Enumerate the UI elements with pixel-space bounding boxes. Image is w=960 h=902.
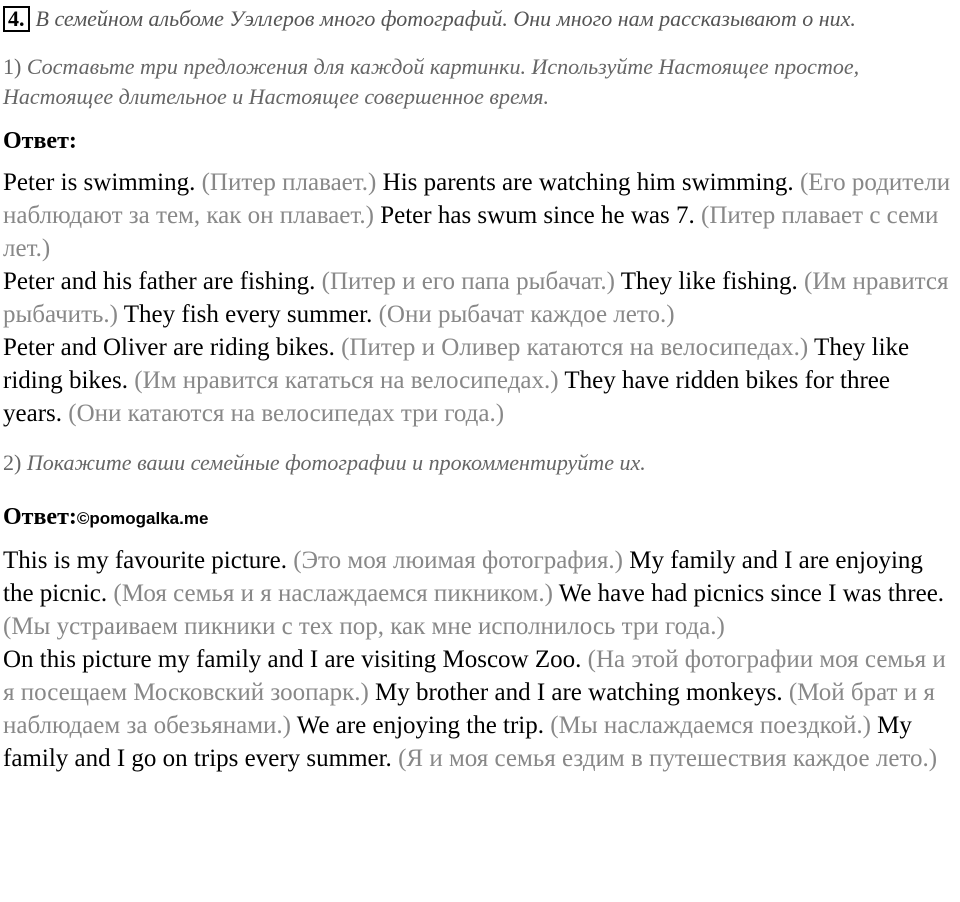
part1-answer-text (3, 166, 955, 430)
task-number: 4. (3, 6, 30, 32)
exercise-page (3, 4, 955, 775)
sentence-ru: (Моя семья и я наслаждаемся пикником.) (113, 580, 553, 607)
part1-answer-label: Ответ: (3, 128, 77, 154)
sentence-ru: (Мой брат и я наблюдаем за обезьянами.) (3, 679, 935, 739)
sentence-en: This is my favourite picture. (3, 547, 287, 574)
sentence-ru: (Им нравится рыбачить.) (3, 268, 949, 328)
part2-instruction-text: Покажите ваши семейные фотографии и прокомментируйте их. (26, 450, 646, 475)
sentence-en: They like riding bikes. (3, 334, 910, 394)
sentence-ru: (На этой фотографии моя семья и я посещаем Московский зоопарк.) (3, 646, 946, 706)
part1-number: 1) (3, 54, 22, 79)
sentence-ru: (Питер плавает с семи лет.) (3, 202, 939, 262)
sentence-en: Peter and his father are fishing. (3, 268, 316, 295)
task-header (3, 4, 955, 34)
sentence-ru: (Питер плавает.) (201, 169, 377, 196)
sentence-en: We are enjoying the trip. (296, 712, 545, 739)
sentence-en: My family and I are enjoying the picnic. (3, 547, 923, 607)
sentence-ru: (Они рыбачат каждое лето.) (378, 301, 675, 328)
sentence-ru: (Питер и Оливер катаются на велосипедах.) (341, 334, 809, 361)
part1-instruction-text: Составьте три предложения для каждой картинки. Используйте Настоящее простое, Настоящее длительное и Настоящее совершенное время. (3, 54, 860, 109)
sentence-en: They have ridden bikes for three years. (3, 367, 890, 427)
sentence-en: Peter is swimming. (3, 169, 196, 196)
sentence-en: They like fishing. (620, 268, 798, 295)
sentence-en: Peter has swum since he was 7. (380, 202, 695, 229)
sentence-ru: (Я и моя семья ездим в путешествия каждое лето.) (398, 745, 938, 772)
part2-answer-label-text: Ответ: (3, 504, 77, 530)
sentence-ru: (Это моя люимая фотография.) (293, 547, 623, 574)
sentence-en: His parents are watching him swimming. (382, 169, 794, 196)
part2-answer-text (3, 544, 955, 775)
sentence-en: My brother and I are watching monkeys. (375, 679, 783, 706)
sentence-ru: (Им нравится кататься на велосипедах.) (134, 367, 559, 394)
part2-number: 2) (3, 450, 22, 475)
part2-instruction (3, 448, 955, 478)
sentence-ru: (Они катаются на велосипедах три года.) (68, 400, 505, 427)
sentence-ru: (Питер и его папа рыбачат.) (321, 268, 615, 295)
sentence-en: Peter and Oliver are riding bikes. (3, 334, 335, 361)
part1-instruction (3, 52, 955, 112)
sentence-ru: (Мы наслаждаемся поездкой.) (550, 712, 871, 739)
sentence-en: They fish every summer. (123, 301, 373, 328)
sentence-en: On this picture my family and I are visiting Moscow Zoo. (3, 646, 582, 673)
watermark: ©pomogalka.me (76, 509, 209, 528)
part2-answer-label (3, 500, 955, 536)
sentence-en: We have had picnics since I was three. (558, 580, 945, 607)
sentence-ru: (Его родители наблюдают за тем, как он плавает.) (3, 169, 951, 229)
sentence-en: My family and I go on trips every summer. (3, 712, 912, 772)
task-intro: В семейном альбоме Уэллеров много фотографий. Они много нам рассказывают о них. (35, 6, 856, 31)
sentence-ru: (Мы устраиваем пикники с тех пор, как мне исполнилось три года.) (3, 613, 725, 640)
